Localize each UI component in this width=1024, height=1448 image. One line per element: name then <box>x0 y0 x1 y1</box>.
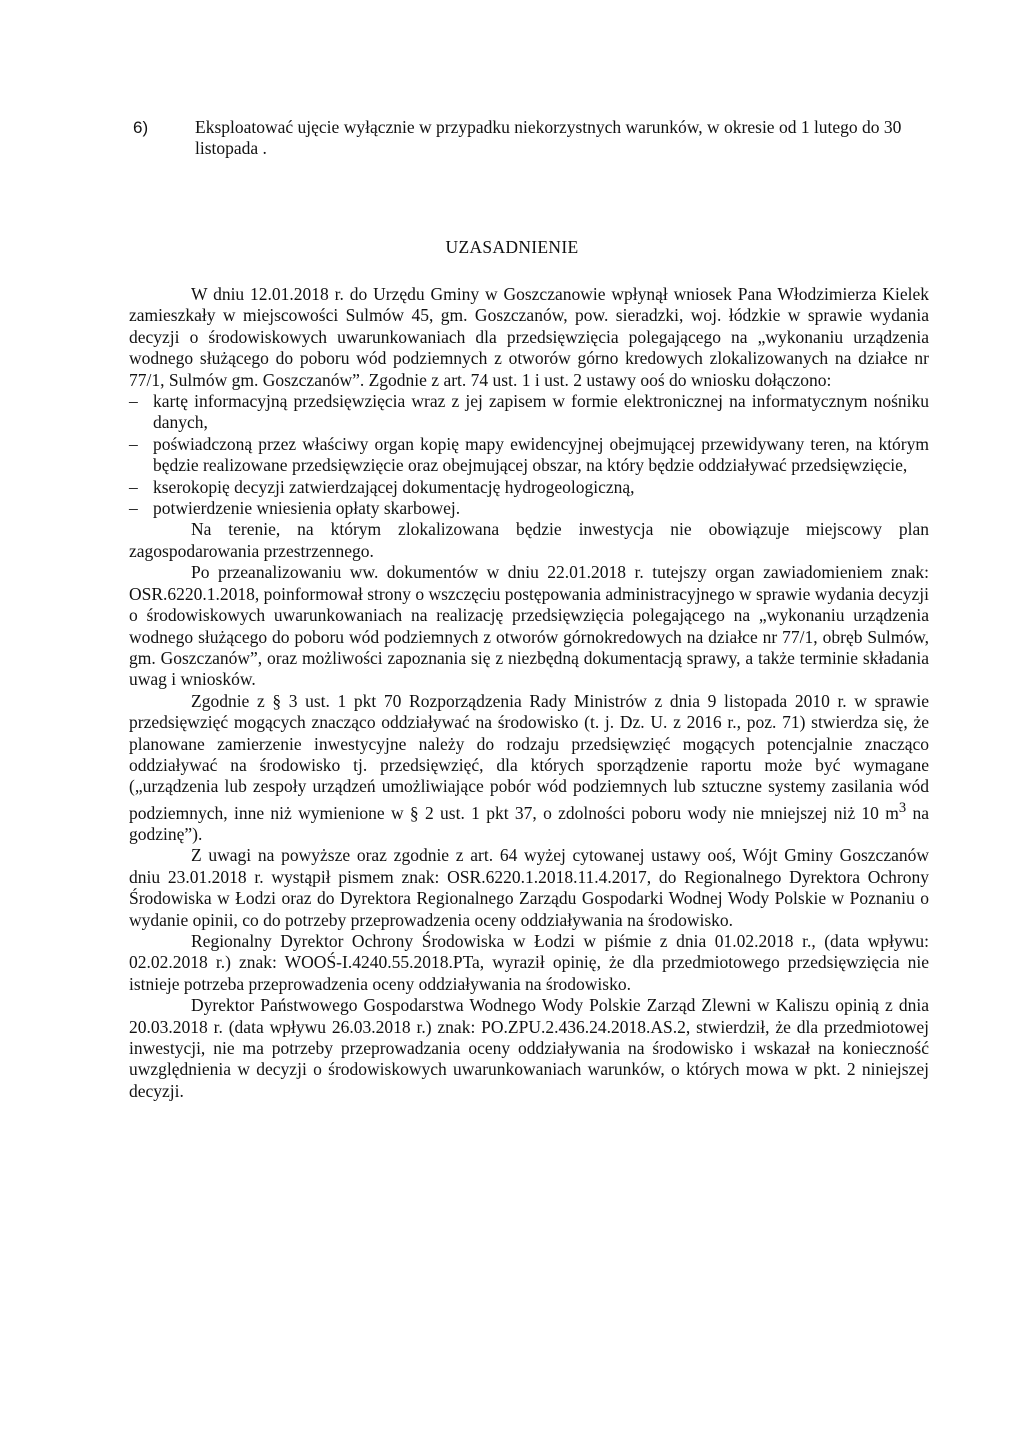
list-item: – kserokopię decyzji zatwierdzającej dokumentację hydrogeologiczną, <box>129 477 929 498</box>
paragraph-application: W dniu 12.01.2018 r. do Urzędu Gminy w Goszczanowie wpłynął wniosek Pana Włodzimierza Kielek zamieszkały w miejscowości Sulmów 45, gm. Goszczanów, pow. sieradzki, woj. łódzkie w sprawie wydania decyzji o środowiskowych uwarunkowaniach dla przedsięwzięcia polegającego na „wykonaniu urządzenia wodnego służącego do poboru wód podziemnych z otworów górno kredowych zlokalizowanych na działce nr 77/1, Sulmów gm. Goszczanów”. Zgodnie z art. 74 ust. 1 i ust. 2 ustawy ooś do wniosku dołączono: <box>129 284 929 390</box>
paragraph-notification: Po przeanalizowaniu ww. dokumentów w dniu 22.01.2018 r. tutejszy organ zawiadomieniem znak: OSR.6220.1.2018, poinformował strony o wszczęciu postępowania administracyjnego w sprawie wydania decyzji o środowiskowych uwarunkowaniach na realizację przedsięwzięcia polegającego na „wykonaniu urządzenia wodnego służącego do poboru wód podziemnych z otworów górnokredowych na działce nr 77/1, obręb Sulmów, gm. Goszczanów”, oraz możliwości zapoznania się z niezbędną dokumentacją sprawy, a także terminie składania uwag i wniosków. <box>129 562 929 690</box>
paragraph-water-authority-opinion: Dyrektor Państwowego Gospodarstwa Wodnego Wody Polskie Zarząd Zlewni w Kaliszu opinią z dnia 20.03.2018 r. (data wpływu 26.03.2018 r.) znak: PO.ZPU.2.436.24.2018.AS.2, stwierdził, że dla przedmiotowej inwestycji, nie ma potrzeby przeprowadzania oceny oddziaływania na środowisko i wskazał na konieczność uwzględnienia w decyzji o środowiskowych uwarunkowaniach warunków, o których mowa w pkt. 2 niniejszej decyzji. <box>129 995 929 1101</box>
section-heading: UZASADNIENIE <box>445 237 579 257</box>
paragraph-regulation <box>129 691 929 846</box>
list-item: – poświadczoną przez właściwy organ kopię mapy ewidencyjnej obejmującej przewidywany teren, na którym będzie realizowane przedsięwzięcie oraz obejmującej obszar, na który będzie oddziaływać przedsięwzięcie, <box>129 434 929 477</box>
item-text: Eksploatować ujęcie wyłącznie w przypadku niekorzystnych warunków, w okresie od 1 lutego do 30 listopada . <box>195 117 902 159</box>
superscript: 3 <box>898 799 907 816</box>
regulation-text-end: na godzinę”). <box>129 802 929 844</box>
list-item: – potwierdzenie wniesienia opłaty skarbowej. <box>129 498 929 519</box>
item-number: 6) <box>133 118 149 137</box>
paragraph-rdos-opinion: Regionalny Dyrektor Ochrony Środowiska w Łodzi w piśmie z dnia 01.02.2018 r., (data wpływu: 02.02.2018 r.) znak: WOOŚ-I.4240.55.2018.PTa, wyraził opinię, że dla przedmiotowego przedsięwzięcia nie istnieje potrzeba przeprowadzenia oceny oddziaływania na środowisko. <box>129 931 929 994</box>
paragraph-opinion-request: Z uwagi na powyższe oraz zgodnie z art. 64 wyżej cytowanej ustawy ooś, Wójt Gminy Goszczanów dniu 23.01.2018 r. wystąpił pismem znak: OSR.6220.1.2018.11.4.2017, do Regionalnego Dyrektora Ochrony Środowiska w Łodzi oraz do Dyrektora Regionalnego Zarządu Gospodarki Wodnej Wody Polskie w Poznaniu o wydanie opinii, co do potrzeby przeprowadzenia oceny oddziaływania na środowisko. <box>129 845 929 930</box>
paragraph-local-plan: Na terenie, na którym zlokalizowana będzie inwestycja nie obowiązuje miejscowy plan zagospodarowania przestrzennego. <box>129 519 929 561</box>
list-item: – kartę informacyjną przedsięwzięcia wraz z jej zapisem w formie elektronicznej na informatycznym nośniku danych, <box>129 391 929 434</box>
attachments-list <box>129 391 929 519</box>
regulation-text: Zgodnie z § 3 ust. 1 pkt 70 Rozporządzenia Rady Ministrów z dnia 9 listopada 2010 r. w sprawie przedsięwzięć mogących znacząco oddziaływać na środowisko (t. j. Dz. U. z 2016 r., poz. 71) stwierdza się, że planowane zamierzenie inwestycyjne należy do rodzaju przedsięwzięć mogących potencjalnie znacząco oddziaływać na środowisko tj. przedsięwzięć, dla których sporządzenie raportu może być wymagane („urządzenia lub zespoły urządzeń umożliwiające pobór wód podziemnych lub sztuczne systemy zasilania wód podziemnych, inne niż wymienione w § 2 ust. 1 pkt 37, o zdolności poboru wody nie mniejszej niż 10 m <box>129 690 929 823</box>
condition-item-6 <box>133 117 933 160</box>
justification-body <box>129 284 929 1102</box>
